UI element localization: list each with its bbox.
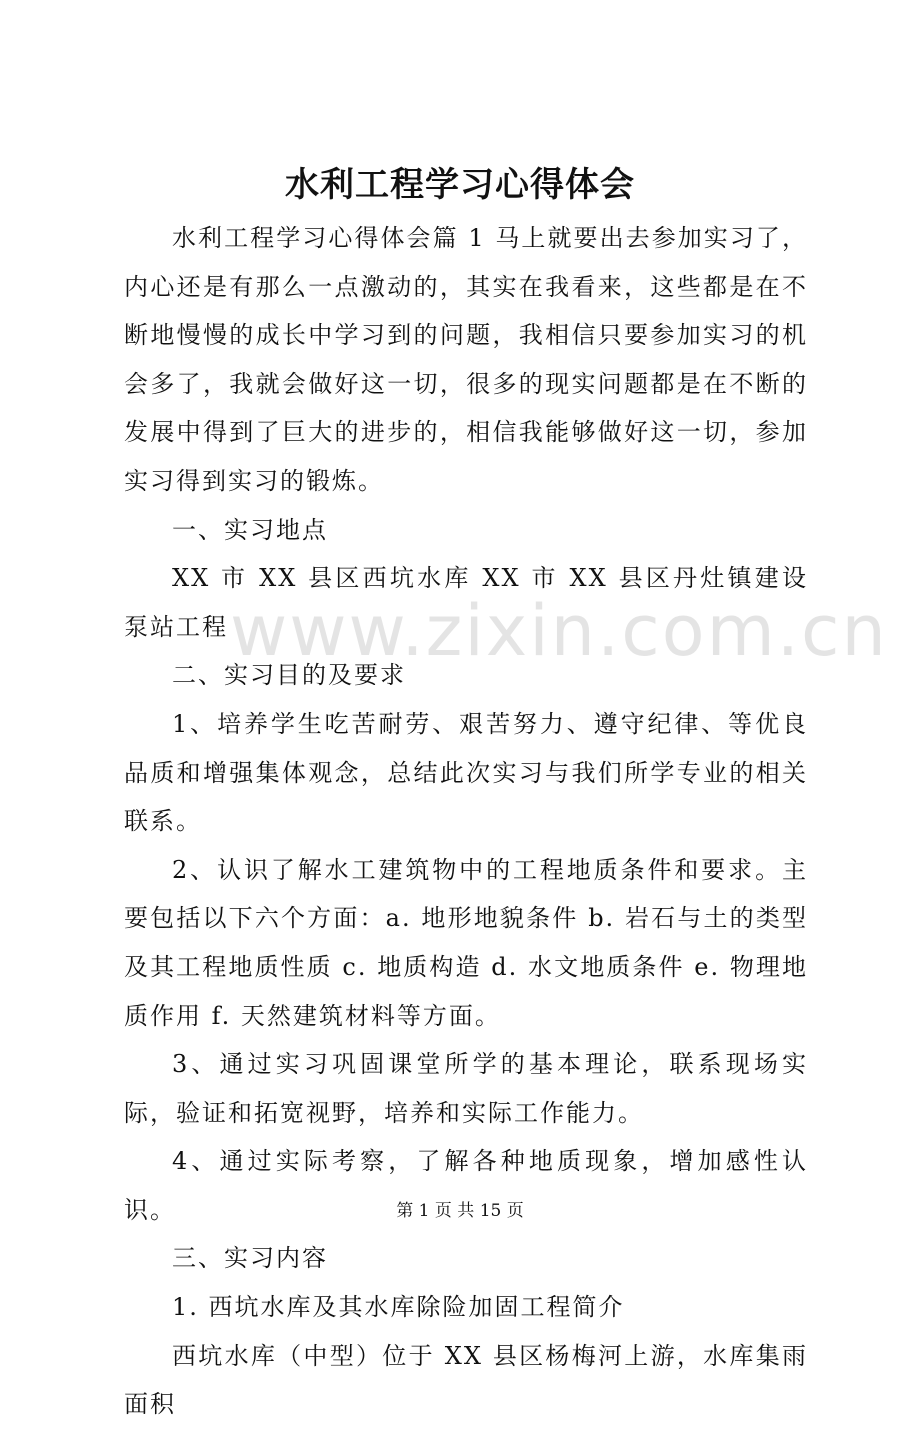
paragraph-intro: 水利工程学习心得体会篇 1 马上就要出去参加实习了，内心还是有那么一点激动的，其实在我看来，这些都是在不断地慢慢的成长中学习到的问题，我相信只要参加实习的机会多了，我就会做好这一切，很多的现实问题都是在不断的发展中得到了巨大的进步的，相信我能够做好这一切，参加实习得到实习的锻炼。	[124, 224, 808, 495]
paragraph-reservoir: 西坑水库（中型）位于 XX 县区杨梅河上游，水库集雨面积	[124, 1341, 808, 1419]
paragraph-goal-3: 3、通过实习巩固课堂所学的基本理论，联系现场实际，验证和拓宽视野，培养和实际工作能力。	[124, 1050, 808, 1127]
paragraph-goal-4: 4、通过实际考察，了解各种地质现象，增加感性认识。	[124, 1147, 808, 1224]
page-footer: 第 1 页 共 15 页	[396, 1201, 524, 1221]
watermark-text: www.zixin.com.cn	[230, 590, 888, 672]
paragraph-location: XX 市 XX 县区西坑水库 XX 市 XX 县区丹灶镇建设泵站工程	[124, 564, 808, 641]
document-title: 水利工程学习心得体会	[285, 165, 635, 205]
heading-location: 一、实习地点	[172, 515, 328, 544]
heading-content: 三、实习内容	[172, 1244, 328, 1273]
document-body	[124, 214, 808, 1429]
paragraph-goal-1: 1、培养学生吃苦耐劳、艰苦努力、遵守纪律、等优良品质和增强集体观念，总结此次实习与我们所学专业的相关联系。	[124, 709, 808, 836]
subheading-reservoir: 1. 西坑水库及其水库除险加固工程简介	[172, 1293, 625, 1322]
heading-goals: 二、实习目的及要求	[172, 661, 406, 690]
paragraph-goal-2: 2、认识了解水工建筑物中的工程地质条件和要求。主要包括以下六个方面：a. 地形地貌条件 b. 岩石与土的类型及其工程地质性质 c. 地质构造 d. 水文地质条件 e. 物理地质作用 f. 天然建筑材料等方面。	[124, 855, 808, 1030]
